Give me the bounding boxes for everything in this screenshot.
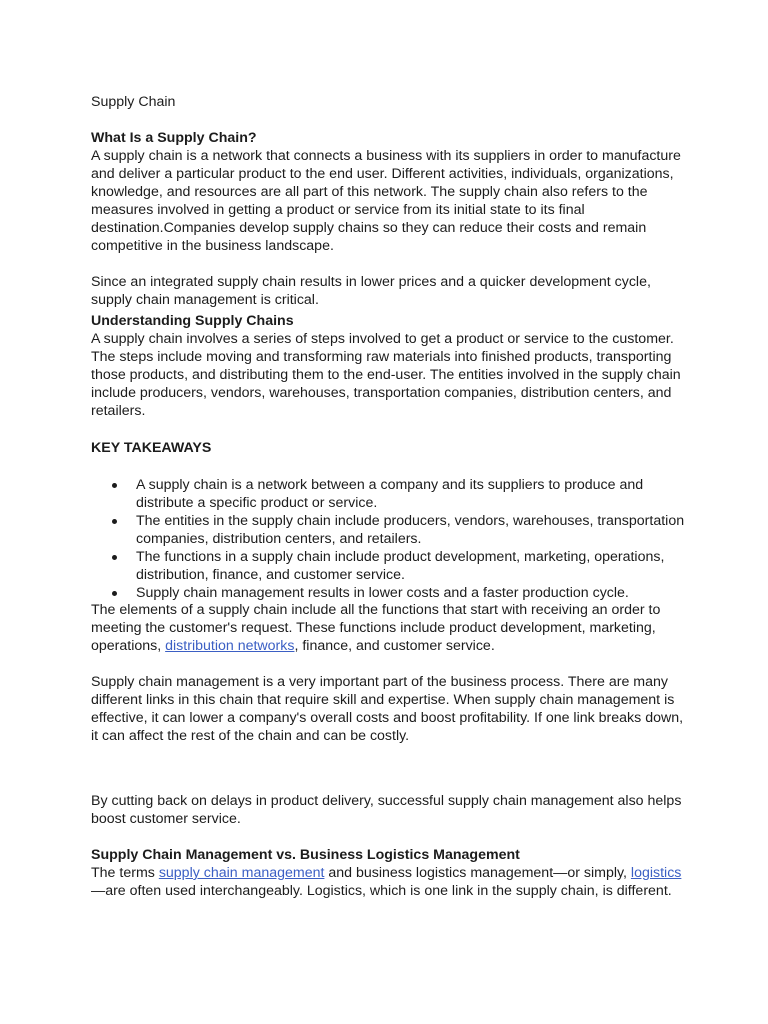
paragraph-elements xyxy=(91,601,691,655)
list-item-text: The functions in a supply chain include product development, marketing, operations, distribution, finance, and customer service. xyxy=(136,549,665,583)
doc-title: Supply Chain xyxy=(91,94,176,110)
list-item xyxy=(91,476,691,512)
logistics-text-1: The terms xyxy=(91,865,159,881)
paragraph-integrated-supply-chain: Since an integrated supply chain results in lower prices and a quicker development cycle, supply chain management is critical. xyxy=(91,274,651,308)
list-item xyxy=(91,584,691,602)
distribution-networks-link[interactable]: distribution networks xyxy=(165,638,295,654)
paragraph-understanding: A supply chain involves a series of steps involved to get a product or service to the customer. The steps include moving and transforming raw materials into finished products, transporting those products, and distributing them to the end-user. The entities involved in the supply chain include producers, vendors, warehouses, transportation companies, distribution centers, and retailers. xyxy=(91,331,681,419)
heading-what-is-supply-chain: What Is a Supply Chain? xyxy=(91,130,257,146)
heading-understanding-supply-chains: Understanding Supply Chains xyxy=(91,313,294,329)
heading-scm-vs-logistics: Supply Chain Management vs. Business Logistics Management xyxy=(91,847,520,863)
list-item-text: A supply chain is a network between a company and its suppliers to produce and distribute a specific product or service. xyxy=(136,477,644,511)
bullet-icon xyxy=(112,519,117,524)
list-item xyxy=(91,512,691,548)
paragraph-definition: A supply chain is a network that connects a business with its suppliers in order to manufacture and deliver a particular product to the end user. Different activities, individuals, organizations, knowledge, and resources are all part of this network. The supply chain also refers to the measures involved in getting a product or service from its initial state to its final destination.Companies develop supply chains so they can reduce their costs and remain competitive in the business landscape. xyxy=(91,148,681,254)
list-item xyxy=(91,548,691,584)
elements-text-before: The elements of a supply chain include all the functions that start with receiving an order to meeting the customer's request. These functions include product development, marketing, operations, xyxy=(91,602,661,654)
elements-text-after: , finance, and customer service. xyxy=(294,638,495,654)
heading-key-takeaways: KEY TAKEAWAYS xyxy=(91,440,212,456)
bullet-icon xyxy=(112,591,117,596)
supply-chain-management-link[interactable]: supply chain management xyxy=(158,865,325,881)
logistics-link[interactable]: logistics xyxy=(630,865,682,881)
list-item-text: The entities in the supply chain include producers, vendors, warehouses, transportation companies, distribution centers, and retailers. xyxy=(136,513,685,547)
logistics-text-3: —are often used interchangeably. Logistics, which is one link in the supply chain, is different. xyxy=(91,883,672,899)
bullet-icon xyxy=(112,555,117,560)
paragraph-management: Supply chain management is a very important part of the business process. There are many different links in this chain that require skill and expertise. When supply chain management is effective, it can lower a company's overall costs and boost profitability. If one link breaks down, it can affect the rest of the chain and can be costly. xyxy=(91,674,684,744)
list-item-text: Supply chain management results in lower costs and a faster production cycle. xyxy=(136,585,629,601)
bullet-icon xyxy=(112,483,117,488)
paragraph-delays: By cutting back on delays in product delivery, successful supply chain management also helps boost customer service. xyxy=(91,793,682,827)
logistics-text-2: and business logistics management—or simply, xyxy=(324,865,631,881)
key-takeaways-list xyxy=(91,476,691,602)
paragraph-logistics xyxy=(91,864,691,900)
